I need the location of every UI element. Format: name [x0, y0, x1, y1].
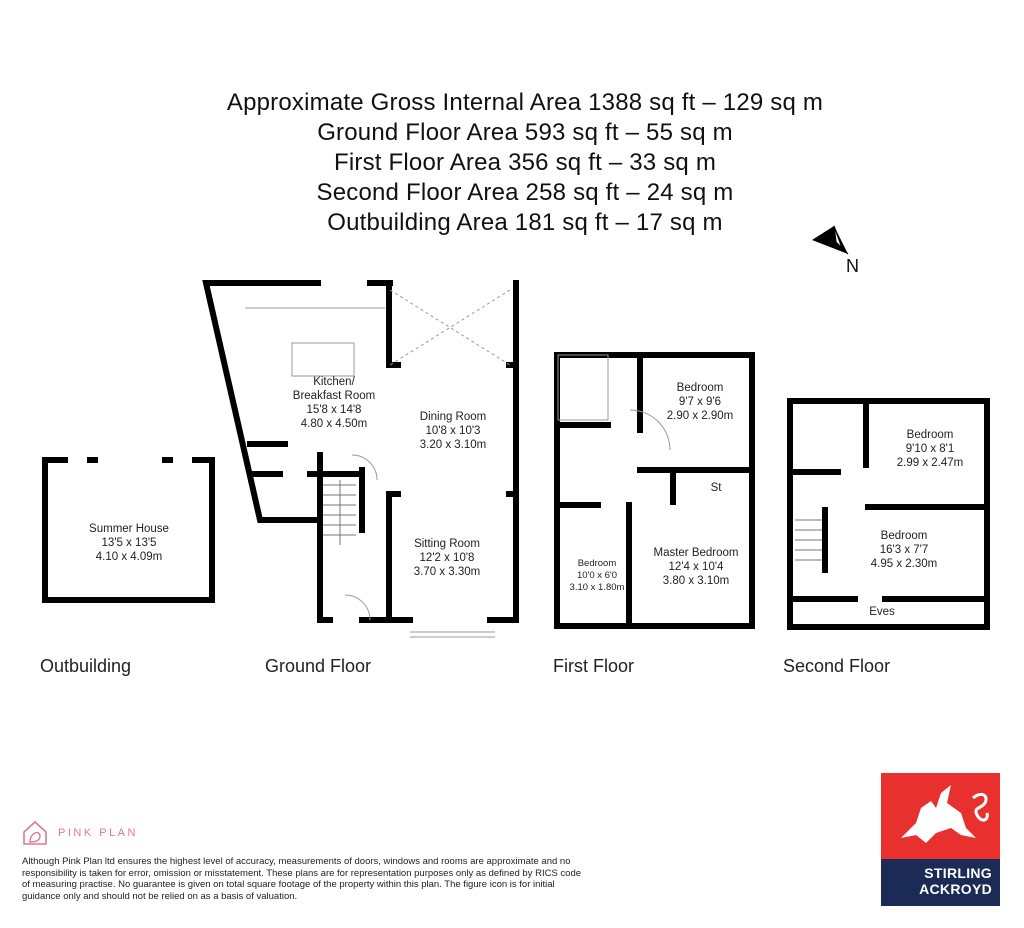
room-master-bedroom: Master Bedroom 12'4 x 10'4 3.80 x 3.10m: [653, 547, 739, 587]
pink-plan-logo: [22, 820, 138, 846]
compass-north-label: N: [846, 256, 859, 276]
room-second-bedroom-1: Bedroom 9'10 x 8'1 2.99 x 2.47m: [896, 429, 964, 469]
floor-label-outbuilding: Outbuilding: [40, 656, 132, 676]
room-dining: Dining Room 10'8 x 10'3 3.20 x 3.10m: [419, 411, 487, 451]
room-summer-house: Summer House 13'5 x 13'5 4.10 x 4.09m: [89, 523, 169, 563]
disclaimer-text: Although Pink Plan ltd ensures the highest level of accuracy, measurements of doors, windows and rooms are approximate and no responsibility is taken for error, omission or misstatement. These plans are for representation purposes only as defined by RICS code of measuring practise. No guarantee is given on total square footage of the property within this plan. The figure icon is for initial guidance only and should not be relied on as a basis of valuation.: [22, 856, 582, 902]
ground-area-text: Ground Floor Area 593 sq ft – 55 sq m: [317, 119, 733, 146]
first-area-text: First Floor Area 356 sq ft – 33 sq m: [333, 149, 717, 176]
staircase-ground: [323, 480, 356, 545]
staircase-second: [795, 520, 822, 560]
gross-area-text: Approximate Gross Internal Area 1388 sq ft – 129 sq m: [226, 89, 824, 116]
room-sitting: Sitting Room 12'2 x 10'8 3.70 x 3.30m: [413, 538, 481, 578]
room-storage: St: [710, 482, 722, 494]
stirling-ackroyd-logo: [881, 773, 1000, 906]
room-eves: Eves: [869, 606, 895, 618]
floor-label-second: Second Floor: [783, 656, 891, 676]
house-leaf-icon: [22, 820, 48, 846]
floor-label-ground: Ground Floor: [265, 656, 372, 676]
room-kitchen: Kitchen/ Breakfast Room 15'8 x 14'8 4.80 x 4.50m: [292, 376, 376, 430]
room-first-bedroom-1: Bedroom 9'7 x 9'6 2.90 x 2.90m: [666, 382, 734, 422]
pink-plan-brand: PINK PLAN: [58, 827, 138, 839]
room-first-bedroom-2: Bedroom 10'0 x 6'0 3.10 x 1.80m: [569, 558, 625, 593]
agent-name: STIRLING ACKROYD: [919, 865, 992, 897]
room-second-bedroom-2: Bedroom 16'3 x 7'7 4.95 x 2.30m: [870, 530, 938, 570]
griffin-icon: [881, 773, 1000, 859]
bath-fixture: [558, 355, 608, 420]
outbuilding-area-text: Outbuilding Area 181 sq ft – 17 sq m: [327, 209, 723, 236]
floor-label-first: First Floor: [553, 656, 634, 676]
second-area-text: Second Floor Area 258 sq ft – 24 sq m: [316, 179, 734, 206]
